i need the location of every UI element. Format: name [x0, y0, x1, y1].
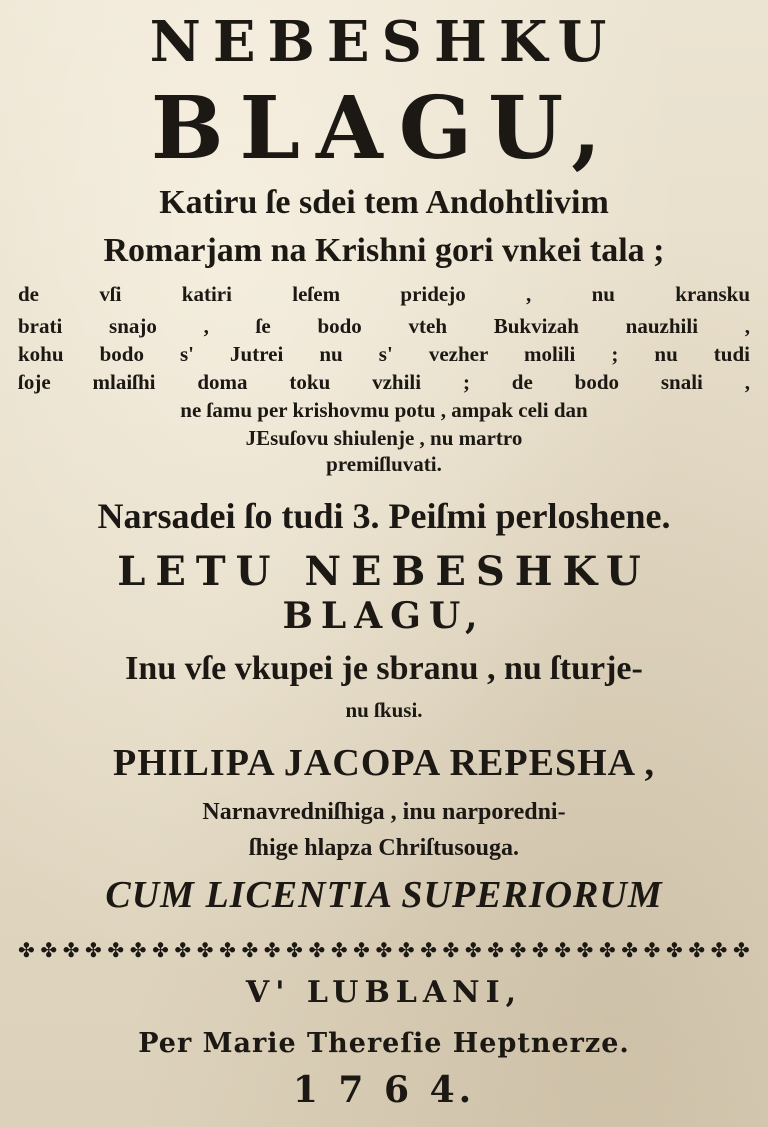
fleuron-icon: ✤ — [531, 938, 549, 962]
fleuron-icon: ✤ — [442, 938, 460, 962]
fleuron-icon: ✤ — [375, 938, 393, 962]
subtitle-line-2: Romarjam na Krishni gori vnkei tala ; — [103, 232, 665, 269]
subtitle-line-9: premiſluvati. — [326, 452, 442, 476]
fleuron-icon: ✤ — [196, 938, 214, 962]
author-name: PHILIPA JACOPA REPESHA , — [113, 742, 655, 784]
collected-line-1: Inu vſe vkupei je sbranu , nu ſturje- — [125, 650, 643, 687]
ornament-border — [18, 938, 750, 962]
subtitle-line-7: ne ſamu per krishovmu potu , ampak celi dan — [180, 398, 588, 422]
author-desc-line-1: Narnavredniſhiga , inu narporedni- — [202, 799, 566, 825]
subtitle-line-8: JEsuſovu shiulenje , nu martro — [245, 426, 523, 450]
fleuron-icon: ✤ — [621, 938, 639, 962]
title-line-2: BLAGU, — [150, 78, 618, 179]
place-line: V' LUBLANI, — [245, 975, 523, 1010]
fleuron-icon: ✤ — [353, 938, 370, 962]
subtitle-line-5: kohu bodo s' Jutrei nu s' vezher molili ; nu tudi — [18, 342, 750, 366]
author-desc-line-2: ſhige hlapza Chriſtusouga. — [248, 835, 520, 861]
fleuron-icon: ✤ — [397, 938, 415, 962]
fleuron-icon: ✤ — [487, 938, 504, 962]
subtitle-line-1: Katiru ſe sdei tem Andohtlivim — [159, 184, 609, 221]
fleuron-icon: ✤ — [152, 938, 169, 962]
fleuron-icon: ✤ — [710, 938, 728, 962]
second-title-line-1: LETU NEBESHKU — [117, 548, 651, 595]
fleuron-icon: ✤ — [174, 938, 192, 962]
fleuron-icon: ✤ — [308, 938, 326, 962]
fleuron-icon: ✤ — [40, 938, 58, 962]
fleuron-icon: ✤ — [509, 938, 527, 962]
fleuron-icon: ✤ — [643, 938, 661, 962]
second-title-line-2: BLAGU, — [282, 595, 486, 637]
license-line: CUM LICENTIA SUPERIORUM — [105, 874, 663, 916]
year-line: 1 7 6 4. — [292, 1069, 476, 1111]
subtitle-line-3: de vſi katiri leſem pridejo , nu kransku — [18, 282, 750, 306]
fleuron-icon: ✤ — [688, 938, 706, 962]
fleuron-icon: ✤ — [18, 938, 35, 962]
fleuron-icon: ✤ — [665, 938, 683, 962]
songs-line: Narsadei ſo tudi 3. Peiſmi perloshene. — [97, 496, 671, 536]
subtitle-line-4: brati snajo , ſe bodo vteh Bukvizah nauzhili , — [18, 314, 750, 338]
fleuron-icon: ✤ — [286, 938, 303, 962]
fleuron-icon: ✤ — [241, 938, 259, 962]
fleuron-icon: ✤ — [263, 938, 281, 962]
fleuron-icon: ✤ — [733, 938, 750, 962]
fleuron-icon: ✤ — [330, 938, 348, 962]
fleuron-icon: ✤ — [598, 938, 616, 962]
fleuron-icon: ✤ — [554, 938, 572, 962]
fleuron-icon: ✤ — [464, 938, 482, 962]
fleuron-icon: ✤ — [219, 938, 236, 962]
title-line-1: NEBESHKU — [149, 9, 619, 75]
collected-line-2: nu ſkusi. — [345, 698, 423, 722]
fleuron-icon: ✤ — [62, 938, 80, 962]
fleuron-icon: ✤ — [129, 938, 147, 962]
fleuron-icon: ✤ — [107, 938, 125, 962]
fleuron-icon: ✤ — [576, 938, 594, 962]
fleuron-icon: ✤ — [85, 938, 102, 962]
subtitle-line-6: ſoje mlaiſhi doma toku vzhili ; de bodo snali , — [18, 370, 750, 394]
printer-line: Per Marie Thereſie Heptnerze. — [138, 1028, 630, 1059]
fleuron-icon: ✤ — [420, 938, 437, 962]
